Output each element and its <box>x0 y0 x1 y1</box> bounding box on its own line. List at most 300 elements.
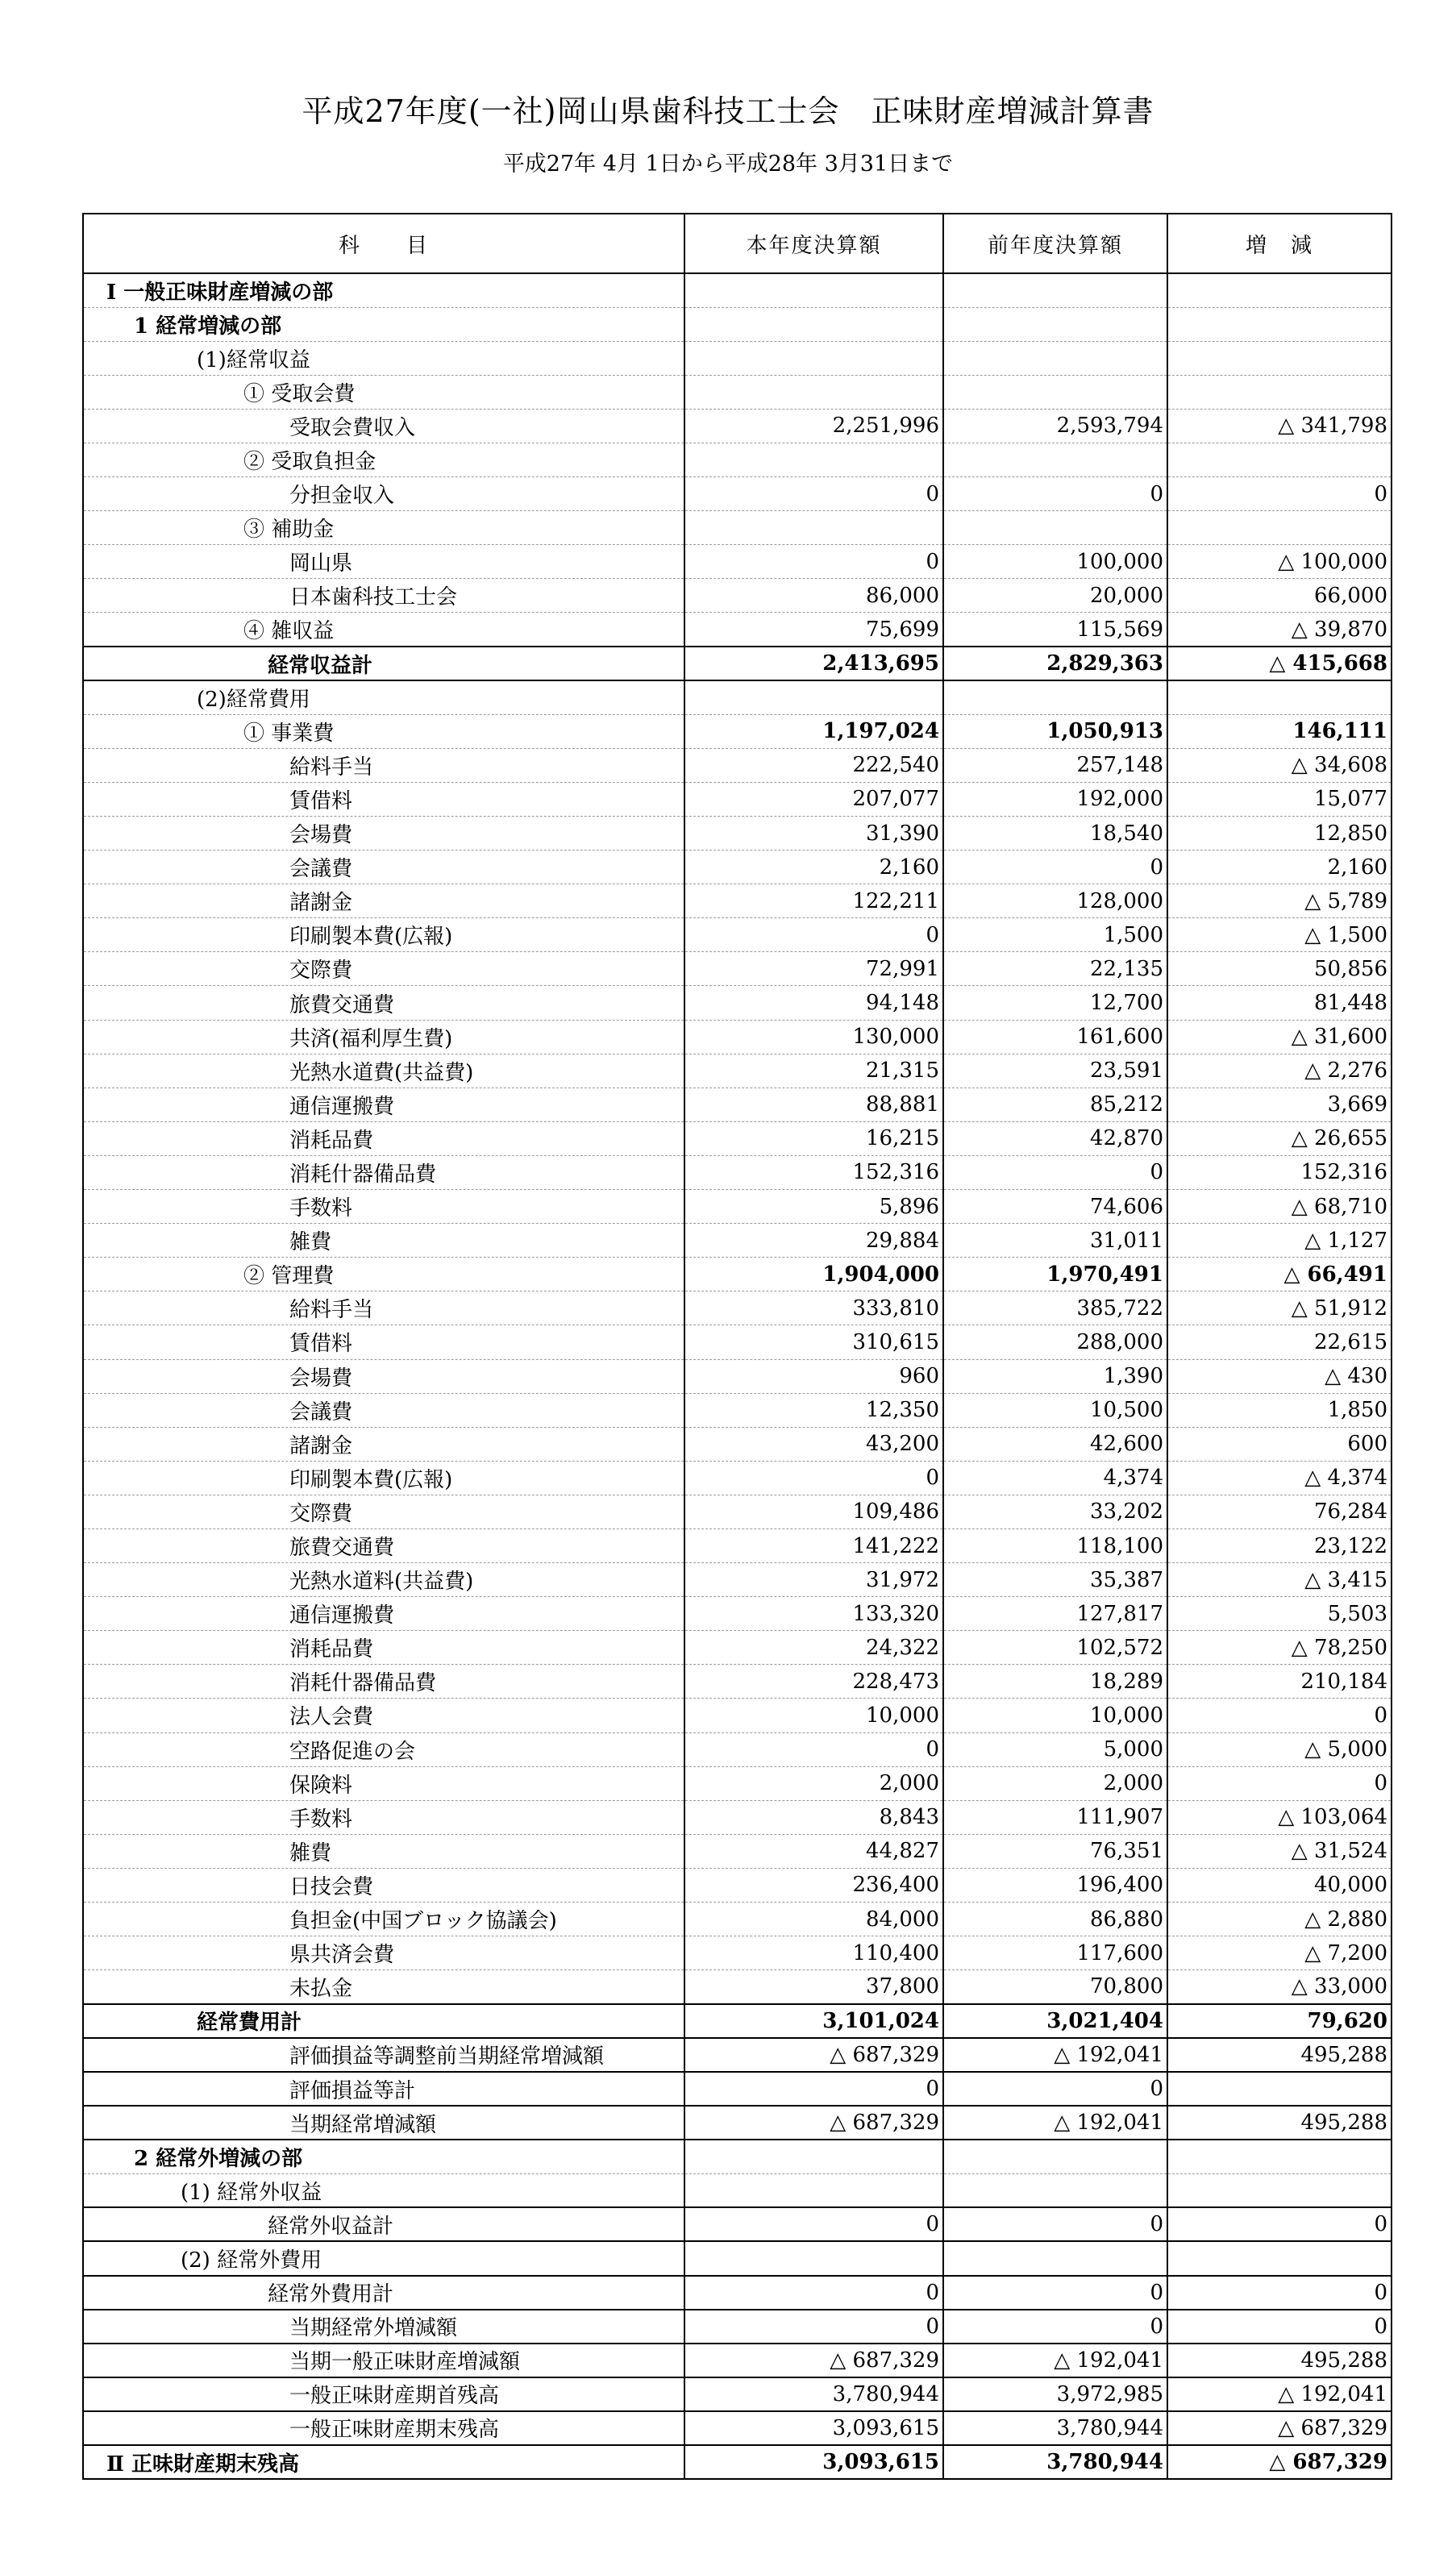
row-previous-year: △ 192,041 <box>943 2038 1167 2072</box>
row-previous-year <box>943 375 1167 409</box>
table-row <box>83 1393 1392 1427</box>
table-body <box>83 273 1392 2479</box>
row-previous-year: 1,050,913 <box>943 714 1167 748</box>
row-current-year: 16,215 <box>684 1121 943 1155</box>
table-row <box>83 2310 1392 2344</box>
row-label: 当期経常外増減額 <box>83 2310 684 2344</box>
row-previous-year: 0 <box>943 2072 1167 2106</box>
table-row <box>83 341 1392 375</box>
row-difference: 76,284 <box>1167 1495 1392 1528</box>
row-current-year: 2,160 <box>684 851 943 884</box>
row-current-year: 44,827 <box>684 1834 943 1868</box>
row-label: 経常費用計 <box>83 2004 684 2038</box>
row-label: 評価損益等調整前当期経常増減額 <box>83 2038 684 2072</box>
row-current-year: 0 <box>684 2207 943 2241</box>
row-label: 一般正味財産期末残高 <box>83 2411 684 2445</box>
row-current-year: 109,486 <box>684 1495 943 1528</box>
row-difference: △ 415,668 <box>1167 647 1392 680</box>
table-row <box>83 477 1392 511</box>
table-row <box>83 511 1392 545</box>
row-previous-year: 3,780,944 <box>943 2411 1167 2445</box>
row-label: 2 経常外増減の部 <box>83 2140 684 2173</box>
row-difference: △ 687,329 <box>1167 2445 1392 2479</box>
row-current-year: 130,000 <box>684 1020 943 1054</box>
row-previous-year: 10,500 <box>943 1393 1167 1427</box>
row-previous-year: 23,591 <box>943 1054 1167 1088</box>
row-difference: 40,000 <box>1167 1868 1392 1902</box>
row-difference: 600 <box>1167 1427 1392 1461</box>
row-difference: 22,615 <box>1167 1325 1392 1359</box>
row-difference: △ 430 <box>1167 1359 1392 1393</box>
row-difference <box>1167 307 1392 341</box>
row-current-year: 37,800 <box>684 1970 943 2004</box>
row-label: 共済(福利厚生費) <box>83 1020 684 1054</box>
row-difference: △ 2,880 <box>1167 1903 1392 1936</box>
row-previous-year: △ 192,041 <box>943 2106 1167 2140</box>
row-difference: 81,448 <box>1167 986 1392 1020</box>
row-previous-year: 161,600 <box>943 1020 1167 1054</box>
row-difference: △ 31,600 <box>1167 1020 1392 1054</box>
row-label: 雑費 <box>83 1834 684 1868</box>
row-label: 消耗什器備品費 <box>83 1665 684 1699</box>
row-difference: 0 <box>1167 1766 1392 1800</box>
row-previous-year: △ 192,041 <box>943 2344 1167 2377</box>
row-previous-year: 0 <box>943 2207 1167 2241</box>
table-row <box>83 748 1392 782</box>
table-row <box>83 579 1392 613</box>
row-current-year: 310,615 <box>684 1325 943 1359</box>
row-label: ① 事業費 <box>83 714 684 748</box>
row-current-year: 141,222 <box>684 1528 943 1562</box>
row-label: 諸謝金 <box>83 884 684 918</box>
row-previous-year: 115,569 <box>943 613 1167 647</box>
row-previous-year: 0 <box>943 851 1167 884</box>
row-previous-year: 3,780,944 <box>943 2445 1167 2479</box>
row-current-year: 12,350 <box>684 1393 943 1427</box>
row-difference: 66,000 <box>1167 579 1392 613</box>
row-previous-year <box>943 307 1167 341</box>
row-label: 光熱水道費(共益費) <box>83 1054 684 1088</box>
row-label: ③ 補助金 <box>83 511 684 545</box>
row-difference: △ 31,524 <box>1167 1834 1392 1868</box>
row-difference: 0 <box>1167 477 1392 511</box>
table-row <box>83 307 1392 341</box>
row-label: (2) 経常外費用 <box>83 2241 684 2275</box>
table-row <box>83 2276 1392 2310</box>
row-label: 手数料 <box>83 1800 684 1834</box>
row-difference: 0 <box>1167 2276 1392 2310</box>
row-current-year: 2,413,695 <box>684 647 943 680</box>
table-row <box>83 884 1392 918</box>
table-row <box>83 2004 1392 2038</box>
row-current-year <box>684 680 943 714</box>
row-label: 消耗什器備品費 <box>83 1155 684 1189</box>
row-difference: 3,669 <box>1167 1088 1392 1121</box>
row-label: 印刷製本費(広報) <box>83 918 684 952</box>
table-row <box>83 1495 1392 1528</box>
row-current-year: 2,000 <box>684 1766 943 1800</box>
row-difference: △ 68,710 <box>1167 1190 1392 1224</box>
table-row <box>83 1291 1392 1325</box>
table-row <box>83 2411 1392 2445</box>
row-previous-year: 85,212 <box>943 1088 1167 1121</box>
row-label: 諸謝金 <box>83 1427 684 1461</box>
row-previous-year: 111,907 <box>943 1800 1167 1834</box>
row-label: 会場費 <box>83 817 684 851</box>
table-row <box>83 817 1392 851</box>
row-current-year: 0 <box>684 1461 943 1495</box>
table-row <box>83 613 1392 647</box>
row-current-year: 236,400 <box>684 1868 943 1902</box>
table-row <box>83 375 1392 409</box>
row-previous-year: 0 <box>943 1155 1167 1189</box>
table-row <box>83 1224 1392 1258</box>
row-label: 県共済会費 <box>83 1936 684 1970</box>
table-row <box>83 2344 1392 2377</box>
row-difference <box>1167 341 1392 375</box>
header-difference: 増 減 <box>1167 214 1392 273</box>
row-previous-year <box>943 2140 1167 2173</box>
table-row <box>83 918 1392 952</box>
header-previous-year: 前年度決算額 <box>943 214 1167 273</box>
table-row <box>83 1020 1392 1054</box>
row-previous-year: 196,400 <box>943 1868 1167 1902</box>
row-label: 給料手当 <box>83 748 684 782</box>
row-difference <box>1167 2072 1392 2106</box>
row-difference <box>1167 2173 1392 2207</box>
row-previous-year <box>943 341 1167 375</box>
row-difference: 0 <box>1167 2207 1392 2241</box>
row-label: 雑費 <box>83 1224 684 1258</box>
row-label: 1 経常増減の部 <box>83 307 684 341</box>
row-difference: △ 1,500 <box>1167 918 1392 952</box>
row-previous-year: 31,011 <box>943 1224 1167 1258</box>
row-difference: △ 7,200 <box>1167 1936 1392 1970</box>
row-difference: △ 341,798 <box>1167 409 1392 443</box>
row-difference: 210,184 <box>1167 1665 1392 1699</box>
row-previous-year: 128,000 <box>943 884 1167 918</box>
table-row <box>83 1461 1392 1495</box>
row-label: 交際費 <box>83 1495 684 1528</box>
row-difference <box>1167 2241 1392 2275</box>
row-label: 一般正味財産期首残高 <box>83 2377 684 2411</box>
row-previous-year: 86,880 <box>943 1903 1167 1936</box>
row-label: 交際費 <box>83 952 684 986</box>
row-difference: △ 66,491 <box>1167 1258 1392 1291</box>
table-row <box>83 1325 1392 1359</box>
row-previous-year: 2,829,363 <box>943 647 1167 680</box>
table-row <box>83 443 1392 476</box>
row-difference: 495,288 <box>1167 2344 1392 2377</box>
row-label: 会議費 <box>83 851 684 884</box>
table-row <box>83 1190 1392 1224</box>
row-previous-year <box>943 443 1167 476</box>
row-current-year: 222,540 <box>684 748 943 782</box>
row-difference <box>1167 680 1392 714</box>
row-difference <box>1167 2140 1392 2173</box>
row-label: 保険料 <box>83 1766 684 1800</box>
row-label: 旅費交通費 <box>83 1528 684 1562</box>
row-label: 岡山県 <box>83 545 684 579</box>
row-previous-year <box>943 680 1167 714</box>
table-row <box>83 1766 1392 1800</box>
table-row <box>83 1258 1392 1291</box>
row-current-year: △ 687,329 <box>684 2038 943 2072</box>
row-current-year: 3,101,024 <box>684 2004 943 2038</box>
row-difference <box>1167 443 1392 476</box>
table-row <box>83 2140 1392 2173</box>
row-current-year: 3,780,944 <box>684 2377 943 2411</box>
row-current-year: 24,322 <box>684 1631 943 1665</box>
table-row <box>83 545 1392 579</box>
row-current-year: 133,320 <box>684 1597 943 1631</box>
row-difference: △ 687,329 <box>1167 2411 1392 2445</box>
row-previous-year: 70,800 <box>943 1970 1167 2004</box>
table-row <box>83 2377 1392 2411</box>
table-row <box>83 1699 1392 1732</box>
row-current-year: 31,972 <box>684 1563 943 1597</box>
row-difference: 0 <box>1167 2310 1392 2344</box>
table-row <box>83 1970 1392 2004</box>
table-row <box>83 1155 1392 1189</box>
table-row <box>83 680 1392 714</box>
row-difference: △ 103,064 <box>1167 1800 1392 1834</box>
row-label: 旅費交通費 <box>83 986 684 1020</box>
row-difference <box>1167 375 1392 409</box>
table-row <box>83 273 1392 307</box>
row-label: 分担金収入 <box>83 477 684 511</box>
row-previous-year <box>943 2241 1167 2275</box>
row-difference: 79,620 <box>1167 2004 1392 2038</box>
row-label: ② 受取負担金 <box>83 443 684 476</box>
row-current-year: 86,000 <box>684 579 943 613</box>
row-difference: △ 34,608 <box>1167 748 1392 782</box>
row-difference: △ 33,000 <box>1167 1970 1392 2004</box>
table-row <box>83 1054 1392 1088</box>
row-current-year: 5,896 <box>684 1190 943 1224</box>
row-difference: 15,077 <box>1167 782 1392 816</box>
row-label: 通信運搬費 <box>83 1597 684 1631</box>
table-row <box>83 1597 1392 1631</box>
row-current-year: 2,251,996 <box>684 409 943 443</box>
header-subject: 科 目 <box>83 214 684 273</box>
row-current-year: 110,400 <box>684 1936 943 1970</box>
row-difference: 495,288 <box>1167 2038 1392 2072</box>
row-previous-year: 0 <box>943 2276 1167 2310</box>
row-label: 光熱水道料(共益費) <box>83 1563 684 1597</box>
row-difference: △ 78,250 <box>1167 1631 1392 1665</box>
row-previous-year: 42,600 <box>943 1427 1167 1461</box>
row-current-year: △ 687,329 <box>684 2106 943 2140</box>
row-current-year <box>684 2241 943 2275</box>
row-label: 日技会費 <box>83 1868 684 1902</box>
row-label: 日本歯科技工士会 <box>83 579 684 613</box>
row-previous-year: 1,500 <box>943 918 1167 952</box>
row-difference <box>1167 511 1392 545</box>
row-previous-year: 3,021,404 <box>943 2004 1167 2038</box>
statement-table <box>82 213 1392 2480</box>
row-previous-year: 74,606 <box>943 1190 1167 1224</box>
row-current-year: 0 <box>684 477 943 511</box>
row-current-year: 31,390 <box>684 817 943 851</box>
row-label: 印刷製本費(広報) <box>83 1461 684 1495</box>
row-current-year <box>684 2140 943 2173</box>
row-current-year <box>684 273 943 307</box>
table-row <box>83 1121 1392 1155</box>
row-difference: △ 1,127 <box>1167 1224 1392 1258</box>
row-previous-year: 117,600 <box>943 1936 1167 1970</box>
row-label: 受取会費収入 <box>83 409 684 443</box>
row-label: 当期経常増減額 <box>83 2106 684 2140</box>
row-previous-year: 10,000 <box>943 1699 1167 1732</box>
row-label: 賃借料 <box>83 1325 684 1359</box>
table-row <box>83 986 1392 1020</box>
row-label: 通信運搬費 <box>83 1088 684 1121</box>
row-previous-year: 33,202 <box>943 1495 1167 1528</box>
table-row <box>83 2207 1392 2241</box>
row-previous-year: 0 <box>943 2310 1167 2344</box>
row-previous-year: 257,148 <box>943 748 1167 782</box>
row-previous-year: 118,100 <box>943 1528 1167 1562</box>
row-current-year: 0 <box>684 1732 943 1766</box>
row-current-year: 29,884 <box>684 1224 943 1258</box>
row-difference: 152,316 <box>1167 1155 1392 1189</box>
row-difference: 12,850 <box>1167 817 1392 851</box>
row-previous-year: 4,374 <box>943 1461 1167 1495</box>
row-current-year: 1,904,000 <box>684 1258 943 1291</box>
row-previous-year: 1,970,491 <box>943 1258 1167 1291</box>
row-label: ① 受取会費 <box>83 375 684 409</box>
row-label: Ⅰ 一般正味財産増減の部 <box>83 273 684 307</box>
row-current-year: 94,148 <box>684 986 943 1020</box>
row-label: 消耗品費 <box>83 1121 684 1155</box>
row-label: ② 管理費 <box>83 1258 684 1291</box>
row-current-year <box>684 2173 943 2207</box>
row-previous-year: 5,000 <box>943 1732 1167 1766</box>
row-previous-year <box>943 511 1167 545</box>
row-difference: △ 192,041 <box>1167 2377 1392 2411</box>
table-row <box>83 2072 1392 2106</box>
table-row <box>83 1868 1392 1902</box>
row-difference: 0 <box>1167 1699 1392 1732</box>
table-row <box>83 1800 1392 1834</box>
table-row <box>83 2445 1392 2479</box>
row-current-year: 75,699 <box>684 613 943 647</box>
row-label: ④ 雑収益 <box>83 613 684 647</box>
row-current-year: 0 <box>684 2276 943 2310</box>
row-label: 未払金 <box>83 1970 684 2004</box>
row-previous-year: 100,000 <box>943 545 1167 579</box>
row-label: (2)経常費用 <box>83 680 684 714</box>
row-previous-year <box>943 2173 1167 2207</box>
row-previous-year: 42,870 <box>943 1121 1167 1155</box>
table-header-row <box>83 214 1392 273</box>
row-previous-year: 3,972,985 <box>943 2377 1167 2411</box>
row-current-year: 8,843 <box>684 1800 943 1834</box>
table-row <box>83 851 1392 884</box>
row-difference: 23,122 <box>1167 1528 1392 1562</box>
row-label: 賃借料 <box>83 782 684 816</box>
table-row <box>83 1631 1392 1665</box>
row-current-year <box>684 443 943 476</box>
row-previous-year: 1,390 <box>943 1359 1167 1393</box>
row-label: 負担金(中国ブロック協議会) <box>83 1903 684 1936</box>
row-label: 経常外収益計 <box>83 2207 684 2241</box>
table-row <box>83 1732 1392 1766</box>
row-previous-year: 35,387 <box>943 1563 1167 1597</box>
row-difference: △ 26,655 <box>1167 1121 1392 1155</box>
header-current-year: 本年度決算額 <box>684 214 943 273</box>
row-current-year <box>684 307 943 341</box>
row-difference: △ 51,912 <box>1167 1291 1392 1325</box>
row-current-year: 72,991 <box>684 952 943 986</box>
table-row <box>83 1834 1392 1868</box>
row-current-year <box>684 511 943 545</box>
row-current-year: 43,200 <box>684 1427 943 1461</box>
table-row <box>83 1936 1392 1970</box>
row-previous-year: 76,351 <box>943 1834 1167 1868</box>
row-difference: △ 2,276 <box>1167 1054 1392 1088</box>
row-difference: △ 3,415 <box>1167 1563 1392 1597</box>
document-period: 平成27年 4月 1日から平成28年 3月31日まで <box>502 152 954 177</box>
table-row <box>83 1903 1392 1936</box>
table-row <box>83 952 1392 986</box>
row-current-year: 84,000 <box>684 1903 943 1936</box>
row-current-year <box>684 341 943 375</box>
row-difference: △ 5,000 <box>1167 1732 1392 1766</box>
row-previous-year: 2,593,794 <box>943 409 1167 443</box>
row-current-year: 960 <box>684 1359 943 1393</box>
row-current-year: △ 687,329 <box>684 2344 943 2377</box>
row-current-year: 10,000 <box>684 1699 943 1732</box>
row-previous-year: 12,700 <box>943 986 1167 1020</box>
table-row <box>83 1359 1392 1393</box>
table-row <box>83 2173 1392 2207</box>
row-previous-year: 127,817 <box>943 1597 1167 1631</box>
row-difference: 2,160 <box>1167 851 1392 884</box>
row-previous-year: 385,722 <box>943 1291 1167 1325</box>
table-row <box>83 2241 1392 2275</box>
row-difference: 1,850 <box>1167 1393 1392 1427</box>
row-difference: △ 100,000 <box>1167 545 1392 579</box>
row-current-year: 122,211 <box>684 884 943 918</box>
table-row <box>83 1528 1392 1562</box>
row-current-year: 0 <box>684 2310 943 2344</box>
row-previous-year: 18,289 <box>943 1665 1167 1699</box>
row-previous-year: 0 <box>943 477 1167 511</box>
row-label: 当期一般正味財産増減額 <box>83 2344 684 2377</box>
row-label: 会議費 <box>83 1393 684 1427</box>
table-row <box>83 1088 1392 1121</box>
row-difference: △ 39,870 <box>1167 613 1392 647</box>
row-current-year: 88,881 <box>684 1088 943 1121</box>
row-previous-year: 288,000 <box>943 1325 1167 1359</box>
row-difference: △ 5,789 <box>1167 884 1392 918</box>
row-difference: 495,288 <box>1167 2106 1392 2140</box>
table-row <box>83 1427 1392 1461</box>
table-row <box>83 782 1392 816</box>
row-current-year: 228,473 <box>684 1665 943 1699</box>
document-title: 平成27年度(一社)岡山県歯科技工士会 正味財産増減計算書 <box>302 94 1154 129</box>
table-row <box>83 2106 1392 2140</box>
row-previous-year: 192,000 <box>943 782 1167 816</box>
row-label: (1) 経常外収益 <box>83 2173 684 2207</box>
row-current-year: 0 <box>684 2072 943 2106</box>
row-current-year: 152,316 <box>684 1155 943 1189</box>
row-current-year: 0 <box>684 918 943 952</box>
row-label: 法人会費 <box>83 1699 684 1732</box>
table-row <box>83 647 1392 680</box>
